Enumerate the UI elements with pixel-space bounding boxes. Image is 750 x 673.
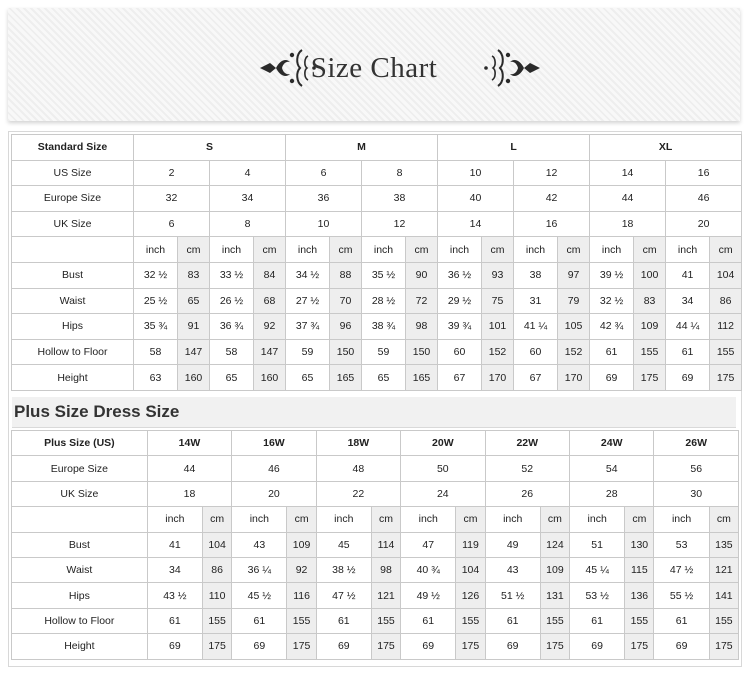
unit-inch-label: inch [438, 237, 482, 263]
inch-value: 34 ½ [286, 262, 330, 288]
inch-value: 61 [401, 608, 456, 633]
cm-value: 115 [625, 557, 654, 582]
unit-cm-label: cm [330, 237, 362, 263]
unit-inch-label: inch [286, 237, 330, 263]
table-row [12, 634, 739, 659]
inch-value: 36 ¼ [232, 557, 287, 582]
size-value: 48 [316, 456, 400, 481]
inch-value: 69 [147, 634, 202, 659]
inch-value: 36 ¾ [210, 314, 254, 340]
cm-value: 175 [203, 634, 232, 659]
cm-value: 110 [203, 583, 232, 608]
cm-value: 90 [406, 262, 438, 288]
cm-value: 88 [330, 262, 362, 288]
cm-value: 160 [178, 365, 210, 391]
cm-value: 175 [709, 634, 738, 659]
unit-inch-label: inch [570, 507, 625, 532]
unit-cm-label: cm [710, 237, 742, 263]
inch-value: 65 [362, 365, 406, 391]
inch-value: 61 [654, 608, 709, 633]
size-value: 46 [666, 186, 742, 212]
size-value: 2 [134, 160, 210, 186]
cm-value: 131 [540, 583, 569, 608]
inch-value: 43 ½ [147, 583, 202, 608]
cm-value: 155 [456, 608, 485, 633]
inch-value: 69 [570, 634, 625, 659]
table-row [12, 160, 742, 186]
cm-value: 116 [287, 583, 316, 608]
inch-value: 29 ½ [438, 288, 482, 314]
inch-value: 37 ¾ [286, 314, 330, 340]
inch-value: 35 ¾ [134, 314, 178, 340]
size-chart-banner [8, 8, 740, 121]
inch-value: 41 [147, 532, 202, 557]
cm-value: 100 [634, 262, 666, 288]
row-label: Europe Size [12, 186, 134, 212]
size-value: 38 [362, 186, 438, 212]
unit-cm-label: cm [287, 507, 316, 532]
unit-cm-label: cm [203, 507, 232, 532]
inch-value: 38 ½ [316, 557, 371, 582]
table-row [12, 314, 742, 340]
cm-value: 170 [558, 365, 590, 391]
inch-value: 67 [514, 365, 558, 391]
size-value: 6 [134, 211, 210, 237]
cm-value: 121 [709, 557, 738, 582]
size-header: 24W [570, 431, 654, 456]
inch-value: 53 ½ [570, 583, 625, 608]
inch-value: 33 ½ [210, 262, 254, 288]
inch-value: 45 [316, 532, 371, 557]
table-row [12, 481, 739, 506]
inch-value: 34 [666, 288, 710, 314]
cm-value: 124 [540, 532, 569, 557]
unit-cm-label: cm [254, 237, 286, 263]
inch-value: 69 [401, 634, 456, 659]
inch-value: 61 [316, 608, 371, 633]
cm-value: 101 [482, 314, 514, 340]
inch-value: 27 ½ [286, 288, 330, 314]
size-value: 8 [210, 211, 286, 237]
cm-value: 141 [709, 583, 738, 608]
cm-value: 147 [254, 339, 286, 365]
size-value: 4 [210, 160, 286, 186]
inch-value: 58 [210, 339, 254, 365]
cm-value: 70 [330, 288, 362, 314]
size-value: 32 [134, 186, 210, 212]
cm-value: 91 [178, 314, 210, 340]
inch-value: 51 [570, 532, 625, 557]
size-value: 14 [590, 160, 666, 186]
size-value: 44 [590, 186, 666, 212]
row-label: UK Size [12, 481, 148, 506]
cm-value: 119 [456, 532, 485, 557]
cm-value: 170 [482, 365, 514, 391]
size-value: 50 [401, 456, 485, 481]
table-row [12, 583, 739, 608]
measure-label: Bust [12, 532, 148, 557]
measure-label: Waist [12, 557, 148, 582]
unit-inch-label: inch [654, 507, 709, 532]
page-title: Size Chart [310, 52, 438, 84]
cm-value: 109 [287, 532, 316, 557]
inch-value: 59 [286, 339, 330, 365]
size-header: 18W [316, 431, 400, 456]
inch-value: 36 ½ [438, 262, 482, 288]
table-header-row [12, 135, 742, 161]
unit-inch-label: inch [316, 507, 371, 532]
size-value: 28 [570, 481, 654, 506]
unit-cm-label: cm [482, 237, 514, 263]
inch-value: 69 [590, 365, 634, 391]
inch-value: 45 ½ [232, 583, 287, 608]
size-value: 44 [147, 456, 231, 481]
cm-value: 98 [406, 314, 438, 340]
size-value: 24 [401, 481, 485, 506]
unit-cm-label: cm [178, 237, 210, 263]
unit-cm-label: cm [371, 507, 400, 532]
size-value: 54 [570, 456, 654, 481]
size-value: 52 [485, 456, 569, 481]
inch-value: 47 [401, 532, 456, 557]
unit-inch-label: inch [147, 507, 202, 532]
size-header: 14W [147, 431, 231, 456]
cm-value: 104 [456, 557, 485, 582]
size-value: 14 [438, 211, 514, 237]
size-value: 34 [210, 186, 286, 212]
size-value: 40 [438, 186, 514, 212]
size-value: 10 [286, 211, 362, 237]
unit-header-row [12, 237, 742, 263]
size-value: 6 [286, 160, 362, 186]
size-value: 36 [286, 186, 362, 212]
size-value: 22 [316, 481, 400, 506]
unit-cm-label: cm [709, 507, 738, 532]
measure-label: Bust [12, 262, 134, 288]
inch-value: 61 [590, 339, 634, 365]
cm-value: 83 [178, 262, 210, 288]
inch-value: 43 [485, 557, 540, 582]
size-header: L [438, 135, 590, 161]
cm-value: 86 [710, 288, 742, 314]
size-value: 10 [438, 160, 514, 186]
table-row [12, 339, 742, 365]
empty-cell [12, 237, 134, 263]
inch-value: 26 ½ [210, 288, 254, 314]
cm-value: 155 [709, 608, 738, 633]
table-row [12, 186, 742, 212]
cm-value: 175 [710, 365, 742, 391]
inch-value: 47 ½ [654, 557, 709, 582]
cm-value: 130 [625, 532, 654, 557]
cm-value: 126 [456, 583, 485, 608]
cm-value: 98 [371, 557, 400, 582]
unit-inch-label: inch [134, 237, 178, 263]
row-label: UK Size [12, 211, 134, 237]
inch-value: 60 [438, 339, 482, 365]
size-header: M [286, 135, 438, 161]
inch-value: 59 [362, 339, 406, 365]
measure-label: Hollow to Floor [12, 339, 134, 365]
unit-inch-label: inch [401, 507, 456, 532]
inch-value: 61 [232, 608, 287, 633]
table-row [12, 262, 742, 288]
cm-value: 175 [625, 634, 654, 659]
size-value: 20 [232, 481, 316, 506]
inch-value: 31 [514, 288, 558, 314]
cm-value: 105 [558, 314, 590, 340]
corner-label: Standard Size [12, 135, 134, 161]
inch-value: 43 [232, 532, 287, 557]
measure-label: Height [12, 365, 134, 391]
inch-value: 35 ½ [362, 262, 406, 288]
cm-value: 96 [330, 314, 362, 340]
cm-value: 155 [371, 608, 400, 633]
table-row [12, 557, 739, 582]
size-header: S [134, 135, 286, 161]
table-row [12, 532, 739, 557]
inch-value: 53 [654, 532, 709, 557]
size-value: 42 [514, 186, 590, 212]
unit-cm-label: cm [558, 237, 590, 263]
cm-value: 93 [482, 262, 514, 288]
inch-value: 40 ¾ [401, 557, 456, 582]
unit-inch-label: inch [210, 237, 254, 263]
unit-cm-label: cm [456, 507, 485, 532]
cm-value: 155 [710, 339, 742, 365]
plus-size-title: Plus Size Dress Size [14, 402, 180, 421]
unit-inch-label: inch [590, 237, 634, 263]
inch-value: 47 ½ [316, 583, 371, 608]
inch-value: 44 ¼ [666, 314, 710, 340]
size-header: 16W [232, 431, 316, 456]
inch-value: 61 [485, 608, 540, 633]
inch-value: 55 ½ [654, 583, 709, 608]
inch-value: 69 [316, 634, 371, 659]
cm-value: 150 [406, 339, 438, 365]
cm-value: 175 [634, 365, 666, 391]
table-row [12, 456, 739, 481]
size-value: 18 [590, 211, 666, 237]
measure-label: Waist [12, 288, 134, 314]
cm-value: 175 [371, 634, 400, 659]
cm-value: 175 [287, 634, 316, 659]
inch-value: 38 [514, 262, 558, 288]
table-row [12, 211, 742, 237]
plus-size-section-header [12, 397, 736, 428]
size-header: 22W [485, 431, 569, 456]
cm-value: 109 [540, 557, 569, 582]
size-value: 26 [485, 481, 569, 506]
size-header: 26W [654, 431, 739, 456]
unit-cm-label: cm [625, 507, 654, 532]
inch-value: 39 ½ [590, 262, 634, 288]
cm-value: 83 [634, 288, 666, 314]
cm-value: 155 [634, 339, 666, 365]
cm-value: 155 [203, 608, 232, 633]
unit-cm-label: cm [406, 237, 438, 263]
size-value: 20 [666, 211, 742, 237]
inch-value: 69 [485, 634, 540, 659]
inch-value: 69 [654, 634, 709, 659]
inch-value: 41 ¼ [514, 314, 558, 340]
cm-value: 121 [371, 583, 400, 608]
unit-inch-label: inch [514, 237, 558, 263]
size-value: 16 [514, 211, 590, 237]
cm-value: 152 [482, 339, 514, 365]
inch-value: 32 ½ [134, 262, 178, 288]
cm-value: 84 [254, 262, 286, 288]
inch-value: 49 [485, 532, 540, 557]
cm-value: 147 [178, 339, 210, 365]
inch-value: 28 ½ [362, 288, 406, 314]
cm-value: 165 [406, 365, 438, 391]
inch-value: 38 ¾ [362, 314, 406, 340]
cm-value: 86 [203, 557, 232, 582]
row-label: Europe Size [12, 456, 148, 481]
measure-label: Hips [12, 314, 134, 340]
inch-value: 25 ½ [134, 288, 178, 314]
size-value: 46 [232, 456, 316, 481]
row-label: US Size [12, 160, 134, 186]
inch-value: 45 ¼ [570, 557, 625, 582]
empty-cell [12, 507, 148, 532]
inch-value: 61 [666, 339, 710, 365]
inch-value: 32 ½ [590, 288, 634, 314]
size-value: 56 [654, 456, 739, 481]
cm-value: 104 [710, 262, 742, 288]
cm-value: 165 [330, 365, 362, 391]
table-header-row [12, 431, 739, 456]
cm-value: 97 [558, 262, 590, 288]
size-value: 8 [362, 160, 438, 186]
size-value: 12 [514, 160, 590, 186]
size-value: 16 [666, 160, 742, 186]
inch-value: 34 [147, 557, 202, 582]
cm-value: 92 [254, 314, 286, 340]
inch-value: 69 [666, 365, 710, 391]
cm-value: 104 [203, 532, 232, 557]
inch-value: 39 ¾ [438, 314, 482, 340]
unit-inch-label: inch [232, 507, 287, 532]
cm-value: 65 [178, 288, 210, 314]
unit-inch-label: inch [666, 237, 710, 263]
inch-value: 69 [232, 634, 287, 659]
cm-value: 109 [634, 314, 666, 340]
inch-value: 42 ¾ [590, 314, 634, 340]
measure-label: Hollow to Floor [12, 608, 148, 633]
inch-value: 63 [134, 365, 178, 391]
inch-value: 60 [514, 339, 558, 365]
size-value: 30 [654, 481, 739, 506]
inch-value: 51 ½ [485, 583, 540, 608]
right-flourish-icon [474, 44, 544, 92]
inch-value: 67 [438, 365, 482, 391]
inch-value: 58 [134, 339, 178, 365]
cm-value: 68 [254, 288, 286, 314]
inch-value: 49 ½ [401, 583, 456, 608]
unit-header-row [12, 507, 739, 532]
measure-label: Height [12, 634, 148, 659]
cm-value: 136 [625, 583, 654, 608]
unit-cm-label: cm [634, 237, 666, 263]
cm-value: 92 [287, 557, 316, 582]
cm-value: 150 [330, 339, 362, 365]
cm-value: 155 [287, 608, 316, 633]
cm-value: 75 [482, 288, 514, 314]
table-row [12, 288, 742, 314]
unit-cm-label: cm [540, 507, 569, 532]
size-header: 20W [401, 431, 485, 456]
size-tables-panel [8, 131, 742, 667]
table-row [12, 608, 739, 633]
cm-value: 79 [558, 288, 590, 314]
cm-value: 155 [625, 608, 654, 633]
inch-value: 65 [210, 365, 254, 391]
cm-value: 152 [558, 339, 590, 365]
cm-value: 72 [406, 288, 438, 314]
cm-value: 175 [540, 634, 569, 659]
inch-value: 41 [666, 262, 710, 288]
corner-label: Plus Size (US) [12, 431, 148, 456]
inch-value: 65 [286, 365, 330, 391]
size-value: 18 [147, 481, 231, 506]
size-header: XL [590, 135, 742, 161]
unit-inch-label: inch [362, 237, 406, 263]
cm-value: 112 [710, 314, 742, 340]
unit-inch-label: inch [485, 507, 540, 532]
inch-value: 61 [570, 608, 625, 633]
measure-label: Hips [12, 583, 148, 608]
cm-value: 135 [709, 532, 738, 557]
standard-size-table [11, 134, 742, 391]
size-value: 12 [362, 211, 438, 237]
plus-size-table [11, 430, 739, 660]
inch-value: 61 [147, 608, 202, 633]
cm-value: 155 [540, 608, 569, 633]
table-row [12, 365, 742, 391]
cm-value: 175 [456, 634, 485, 659]
cm-value: 160 [254, 365, 286, 391]
cm-value: 114 [371, 532, 400, 557]
